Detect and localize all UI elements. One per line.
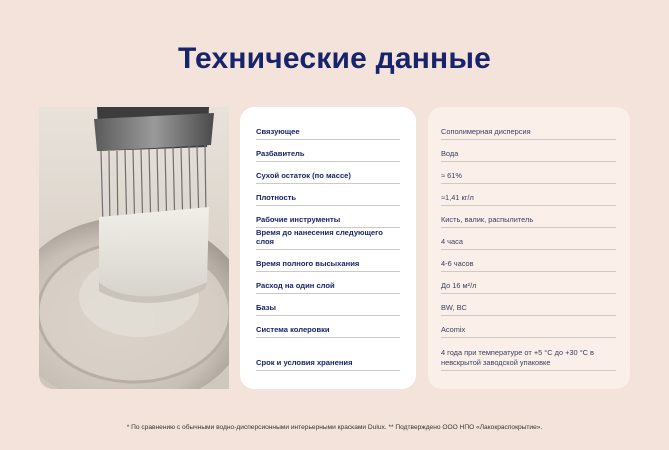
spec-label: Разбавитель [256, 149, 305, 158]
spec-label-row [256, 121, 400, 140]
spec-value: Кисть, валик, распылитель [441, 214, 534, 224]
spec-label-row [256, 187, 400, 206]
footnote: * По сравнению с обычными водно-дисперсионными интерьерными красками Dulux. ** Подтверждено ООО НПО «Лакокраспокрытие». [126, 424, 543, 431]
spec-value-row [441, 341, 616, 371]
spec-value: 4 часа [441, 236, 463, 246]
spec-value: 4-6 часов [441, 258, 474, 268]
spec-value: Сополимерная дисперсия [441, 126, 531, 136]
spec-label-row [256, 228, 400, 250]
spec-value-row [441, 121, 616, 140]
spec-value: 4 года при температуре от +5 °С до +30 °С в невскрытой заводской упаковке [441, 348, 594, 367]
spec-label: Плотность [256, 193, 297, 202]
spec-label: Время до нанесения следующего слоя [256, 228, 383, 246]
spec-value-row [441, 165, 616, 184]
spec-value-row [441, 209, 616, 228]
spec-value-row [441, 319, 616, 338]
spec-value-row [441, 275, 616, 294]
spec-label: Базы [256, 303, 277, 312]
spec-value: До 16 м²/л [441, 280, 477, 290]
page-title: Технические данные [177, 42, 492, 75]
spec-value: Acomix [441, 324, 466, 334]
spec-value-row [441, 297, 616, 316]
spec-value-row [441, 253, 616, 272]
spec-labels-card [240, 107, 416, 389]
spec-label-row [256, 165, 400, 184]
spec-label: Связующее [256, 127, 300, 136]
spec-label: Расход на один слой [256, 281, 335, 290]
spec-label-row [256, 297, 400, 316]
spec-value-row [441, 231, 616, 250]
spec-label-row [256, 253, 400, 272]
spec-label-row [256, 319, 400, 338]
spec-label: Время полного высыхания [256, 259, 360, 268]
spec-value-row [441, 143, 616, 162]
spec-values-card [428, 107, 630, 389]
spec-value: BW, BC [441, 302, 467, 312]
spec-value: ≈1,41 кг/л [441, 192, 474, 202]
spec-label: Система колеровки [256, 325, 330, 334]
spec-label: Срок и условия хранения [256, 358, 353, 367]
paint-brush-illustration [39, 107, 229, 389]
spec-value: ≈ 61% [441, 170, 462, 180]
paint-brush-photo [39, 107, 229, 389]
spec-label-row [256, 143, 400, 162]
spec-label-row [256, 341, 400, 371]
spec-value: Вода [441, 148, 459, 158]
spec-label-row [256, 275, 400, 294]
spec-label-row [256, 209, 400, 228]
spec-label: Сухой остаток (по массе) [256, 171, 351, 180]
spec-value-row [441, 187, 616, 206]
spec-label: Рабочие инструменты [256, 215, 341, 224]
